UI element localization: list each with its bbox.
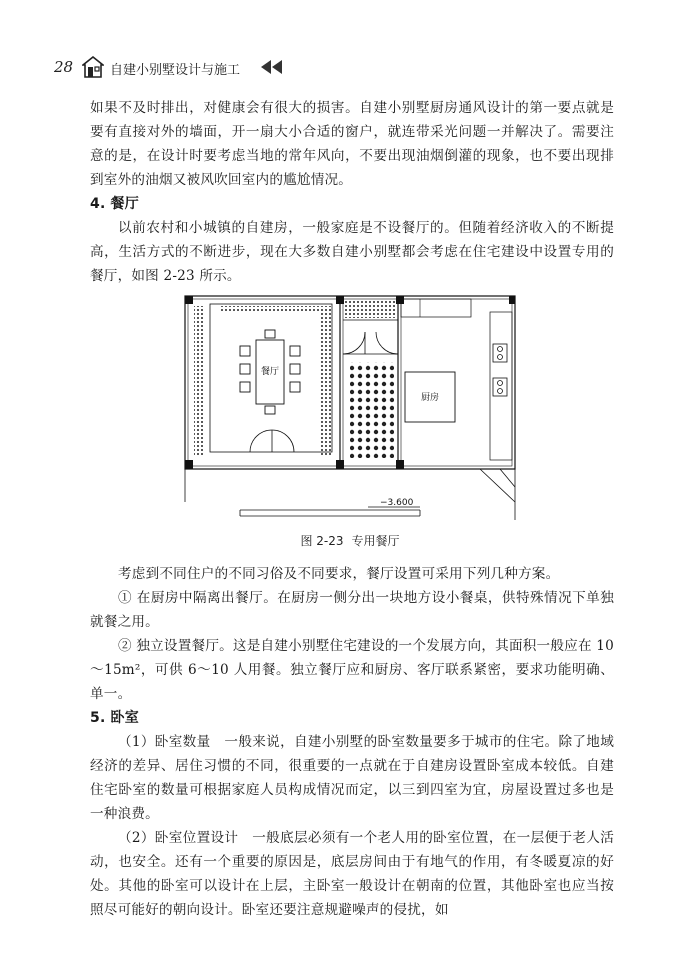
paragraph-dining-intro: 以前农村和小城镇的自建房，一般家庭是不设餐厅的。但随着经济收入的不断提高，生活方式的不断进步，现在大多数自建小别墅都会考虑在住宅建设中设置专用的餐厅，如图 2-23 所示。	[90, 220, 614, 284]
paragraph-option-1: ① 在厨房中隔离出餐厅。在厨房一侧分出一块地方设小餐桌，供特殊情况下单独就餐之用。	[90, 590, 614, 630]
page-number: 28	[54, 58, 74, 76]
book-title: 自建小别墅设计与施工	[110, 63, 241, 78]
caption-text: 专用餐厅	[351, 534, 400, 548]
caption-number: 图 2-23	[300, 534, 344, 548]
terrace	[185, 469, 515, 520]
stoves	[493, 344, 507, 396]
paragraph-bedroom-count: （1）卧室数量 一般来说，自建小别墅的卧室数量要多于城市的住宅。除了地域经济的差异、居住习惯的不同，很重要的一点就在于自建房设置卧室成本较低。自建住宅卧室的数量可根据家庭人员构成情况而定，以三到四室为宜，房屋设置过多也是一种浪费。	[90, 734, 614, 822]
floor-plan-figure	[180, 292, 520, 522]
text-block-bottom	[90, 562, 614, 922]
running-header	[54, 56, 654, 80]
text-block-top	[90, 96, 614, 288]
house-logo-icon	[82, 56, 104, 78]
elevation-mark: −3.600	[380, 498, 414, 508]
label-kitchen: 厨房	[420, 393, 440, 403]
paragraph-bedroom-position: （2）卧室位置设计 一般底层必须有一个老人用的卧室位置，在一层便于老人活动，也安全。还有一个重要的原因是，底层房间由于有地气的作用，有冬暖夏凉的好处。其他的卧室可以设计在上层，主卧室一般设计在朝南的位置，其他卧室也应当按照尽可能好的朝向设计。卧室还要注意规避噪声的侵扰，如	[90, 830, 614, 918]
paragraph-option-2: ② 独立设置餐厅。这是自建小别墅住宅建设的一个发展方向，其面积一般应在 10～15m²，可供 6～10 人用餐。独立餐厅应和厨房、客厅联系紧密，要求功能明确、单一。	[90, 638, 614, 702]
paragraph-dining-options: 考虑到不同住户的不同习俗及不同要求，餐厅设置可采用下列几种方案。	[118, 566, 560, 582]
paragraph-ventilation: 如果不及时排出，对健康会有很大的损害。自建小别墅厨房通风设计的第一要点就是要有直接对外的墙面，开一扇大小合适的窗户，就连带采光问题一并解决了。需要注意的是，在设计时要考虑当地的常年风向，不要出现油烟倒灌的现象，也不要出现排到室外的油烟又被风吹回室内的尴尬情况。	[90, 100, 614, 188]
figure-caption	[0, 532, 700, 549]
heading-bedroom: 5. 卧室	[90, 710, 139, 726]
window-hatching	[194, 300, 395, 458]
heading-dining: 4. 餐厅	[90, 196, 139, 212]
double-arrow-icon	[259, 60, 283, 74]
label-dining: 餐厅	[260, 367, 280, 377]
